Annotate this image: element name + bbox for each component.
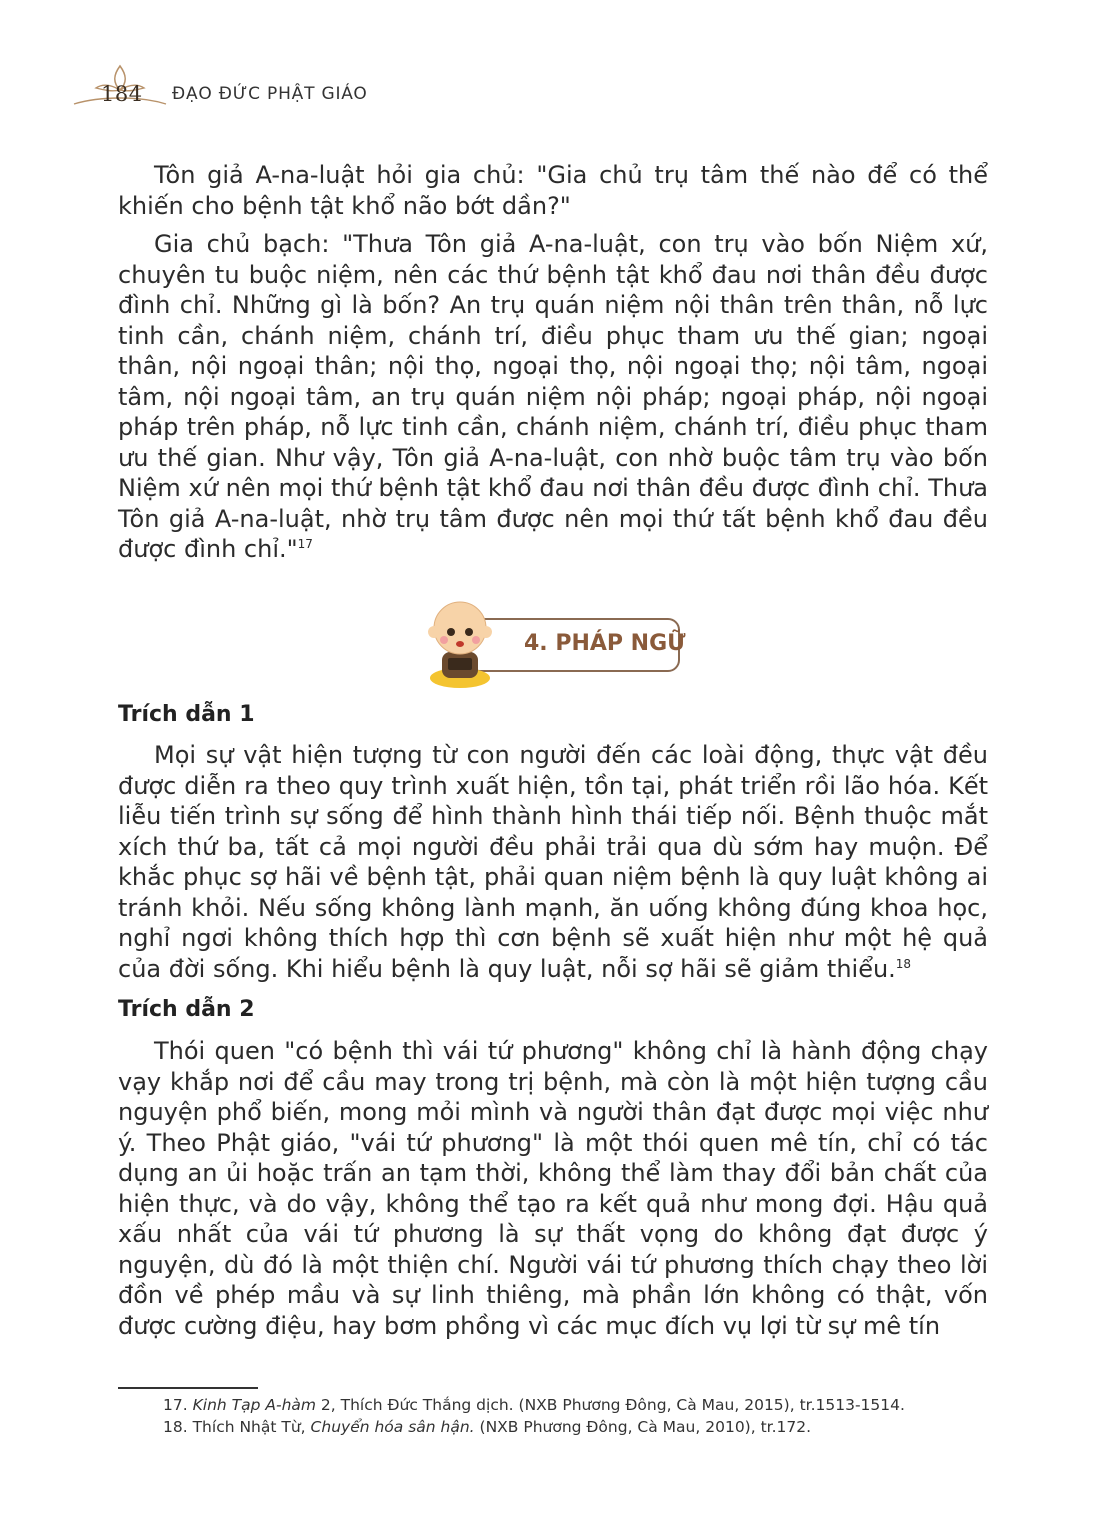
footnote-divider [118, 1387, 258, 1389]
quote-1-heading: Trích dẫn 1 [118, 702, 255, 727]
paragraph: Gia chủ bạch: "Thưa Tôn giả A-na-luật, con trụ vào bốn Niệm xứ, chuyên tu buộc niệm, nên các thứ bệnh tật khổ đau nơi thân đều được đình chỉ. Những gì là bốn? An trụ quán niệm nội thân trên thân, nỗ lực tinh cần, chánh niệm, chánh trí, điều phục tham ưu thế gian; ngoại thân, nội ngoại thân; nội thọ, ngoại thọ, nội ngoại thọ; nội tâm, ngoại tâm, nội ngoại tâm, an trụ quán niệm nội pháp; ngoại pháp, nội ngoại pháp trên pháp, nỗ lực tinh cần, chánh niệm, chánh trí, điều phục tham ưu thế gian. Như vậy, Tôn giả A-na-luật, con nhờ buộc tâm trụ vào bốn Niệm xứ nên mọi thứ bệnh tật khổ đau nơi thân đều được đình chỉ. Thưa Tôn giả A-na-luật, nhờ trụ tâm được nên mọi thứ tất bệnh khổ đau đều được đình chỉ."$^{17}$ [118, 230, 988, 563]
page-header [70, 64, 390, 112]
footnote-ref: 18 [895, 956, 912, 971]
dialogue-section [118, 160, 988, 573]
footnote-17: 17. Kinh Tạp A-hàm 2, Thích Đức Thắng dịch. (NXB Phương Đông, Cà Mau, 2015), tr.1513-1514. [163, 1396, 905, 1414]
quote-2-heading: Trích dẫn 2 [118, 997, 255, 1022]
paragraph: Thói quen "có bệnh thì vái tứ phương" không chỉ là hành động chạy vạy khắp nơi để cầu may trong trị bệnh, mà còn là một hiện tượng cầu nguyện phổ biến, mong mỏi mình và người thân đạt được mọi việc như ý. Theo Phật giáo, "vái tứ phương" là một thói quen mê tín, chỉ có tác dụng an ủi hoặc trấn an tạm thời, không thể làm thay đổi bản chất của hiện thực, và do vậy, không thể tạo ra kết quả như mong đợi. Hậu quả xấu nhất của vái tứ phương là sự thất vọng do không đạt được ý nguyện, dù đó là một thiện chí. Người vái tứ phương thích chạy theo lời đồn về phép mầu và sự linh thiêng, mà phần lớn không có thật, vốn được cường điệu, hay bơm phồng vì các mục đích vụ lợi từ sự mê tín [118, 1037, 988, 1340]
footnotes [163, 1394, 1023, 1438]
quote-2-body [118, 1036, 988, 1349]
book-title: ĐẠO ĐỨC PHẬT GIÁO [172, 84, 368, 104]
paragraph: Mọi sự vật hiện tượng từ con người đến các loài động, thực vật đều được diễn ra theo quy trình xuất hiện, tồn tại, phát triển rồi lão hóa. Kết liễu tiến trình sự sống để hình thành hình thái tiếp nối. Bệnh thuộc mắt xích thứ ba, tất cả mọi người đều phải trải qua dù sớm hay muộn. Để khắc phục sợ hãi về bệnh tật, phải quan niệm bệnh là quy luật không ai tránh khỏi. Nếu sống không lành mạnh, ăn uống không đúng khoa học, nghỉ ngơi không thích hợp thì cơn bệnh sẽ xuất hiện như một hệ quả của đời sống. Khi hiểu bệnh là quy luật, nỗi sợ hãi sẽ giảm thiểu.$^{18}$ [118, 741, 988, 983]
section-title: 4. PHÁP NGỮ [524, 631, 686, 656]
footnote-18: 18. Thích Nhật Từ, Chuyển hóa sân hận. (NXB Phương Đông, Cà Mau, 2010), tr.172. [163, 1418, 812, 1436]
paragraph: Tôn giả A-na-luật hỏi gia chủ: "Gia chủ trụ tâm thế nào để có thể khiến cho bệnh tật khổ não bớt dần?" [118, 161, 988, 220]
quote-1-body [118, 740, 988, 992]
monk-mascot-icon [420, 594, 506, 690]
footnote-ref: 17 [297, 537, 313, 551]
page-number: 184 [101, 82, 143, 106]
section-badge [420, 594, 690, 690]
